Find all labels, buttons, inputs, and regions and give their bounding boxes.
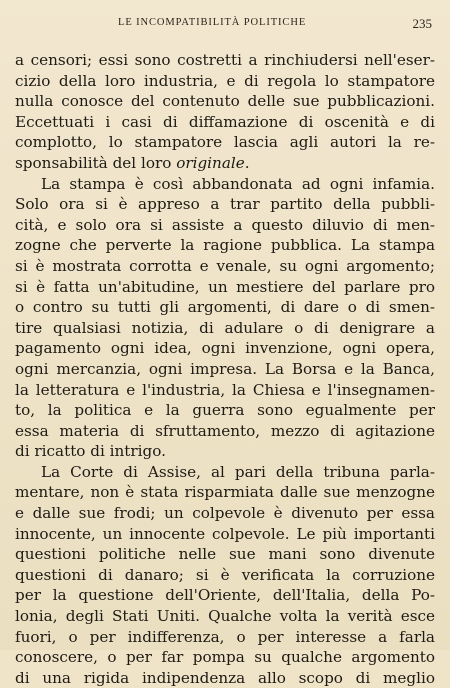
text-line: zogne che perverte la ragione pubblica. La stampa (15, 236, 435, 255)
text-line: to, la politica e la guerra sono egualmente per (15, 401, 435, 420)
text-line (15, 153, 435, 174)
text-line: per la questione dell'Oriente, dell'Italia, della Po- (15, 586, 435, 605)
text-line: pagamento ogni idea, ogni invenzione, ogni opera, (15, 339, 435, 358)
text-line: innocente, un innocente colpevole. Le più importanti (15, 524, 435, 543)
text-line: tire qualsiasi notizia, di adulare o di denigrare a (15, 318, 435, 337)
text-line: e dalle sue frodi; un colpevole è divenuto per essa (15, 504, 435, 523)
text-line: di ricatto di intrigo. (15, 442, 166, 461)
text-line: La Corte di Assise, al pari della tribuna parla- (41, 462, 435, 481)
text-line: La stampa è così abbandonata ad ogni infamia. (41, 174, 435, 193)
text-line: Solo ora si è appreso a trar partito della pubbli- (15, 195, 435, 214)
text-line: si è mostrata corrotta e venale, su ogni argomento; (15, 256, 435, 275)
page-number: 235 (412, 16, 432, 31)
italic-word: originale (176, 153, 245, 172)
text-line: o contro su tutti gli argomenti, di dare o di smen- (15, 298, 435, 317)
text-line: mentare, non è stata risparmiata dalle sue menzogne (15, 483, 435, 502)
text-line: complotto, lo stampatore lascia agli autori la re- (15, 133, 435, 152)
running-title: LE INCOMPATIBILITÀ POLITICHE (118, 17, 307, 28)
body-text (15, 50, 435, 688)
text-line: essa materia di sfruttamento, mezzo di agitazione (15, 421, 435, 440)
text-line: di una rigida indipendenza allo scopo di meglio (15, 668, 435, 687)
text-line: Eccettuati i casi di diffamazione di oscenità e di (15, 112, 435, 131)
text-line: cità, e solo ora si assiste a questo diluvio di men- (15, 215, 435, 234)
text-fragment: . (244, 153, 250, 172)
text-line: lonia, degli Stati Uniti. Qualche volta la verità esce (15, 607, 435, 626)
running-head (0, 17, 450, 33)
text-line: questioni politiche nelle sue mani sono divenute (15, 545, 435, 564)
text-line: questioni di danaro; si è verificata la corruzione (15, 565, 435, 584)
text-line: si è fatta un'abitudine, un mestiere del parlare pro (15, 277, 435, 296)
text-fragment: sponsabilità del loro (15, 153, 177, 172)
text-line: cizio della loro industria, e di regola lo stampatore (15, 71, 435, 90)
text-line: ogni mercanzia, ogni impresa. La Borsa e la Banca, (15, 359, 435, 378)
text-line: fuori, o per indifferenza, o per interesse a farla (15, 627, 435, 646)
text-line: a censori; essi sono costretti a rinchiudersi nell'eser- (15, 51, 435, 69)
text-line: conoscere, o per far pompa su qualche argomento (15, 648, 435, 667)
text-line: nulla conosce del contenuto delle sue pubblicazioni. (15, 92, 435, 111)
text-line: la letteratura e l'industria, la Chiesa e l'insegnamen- (15, 380, 435, 399)
